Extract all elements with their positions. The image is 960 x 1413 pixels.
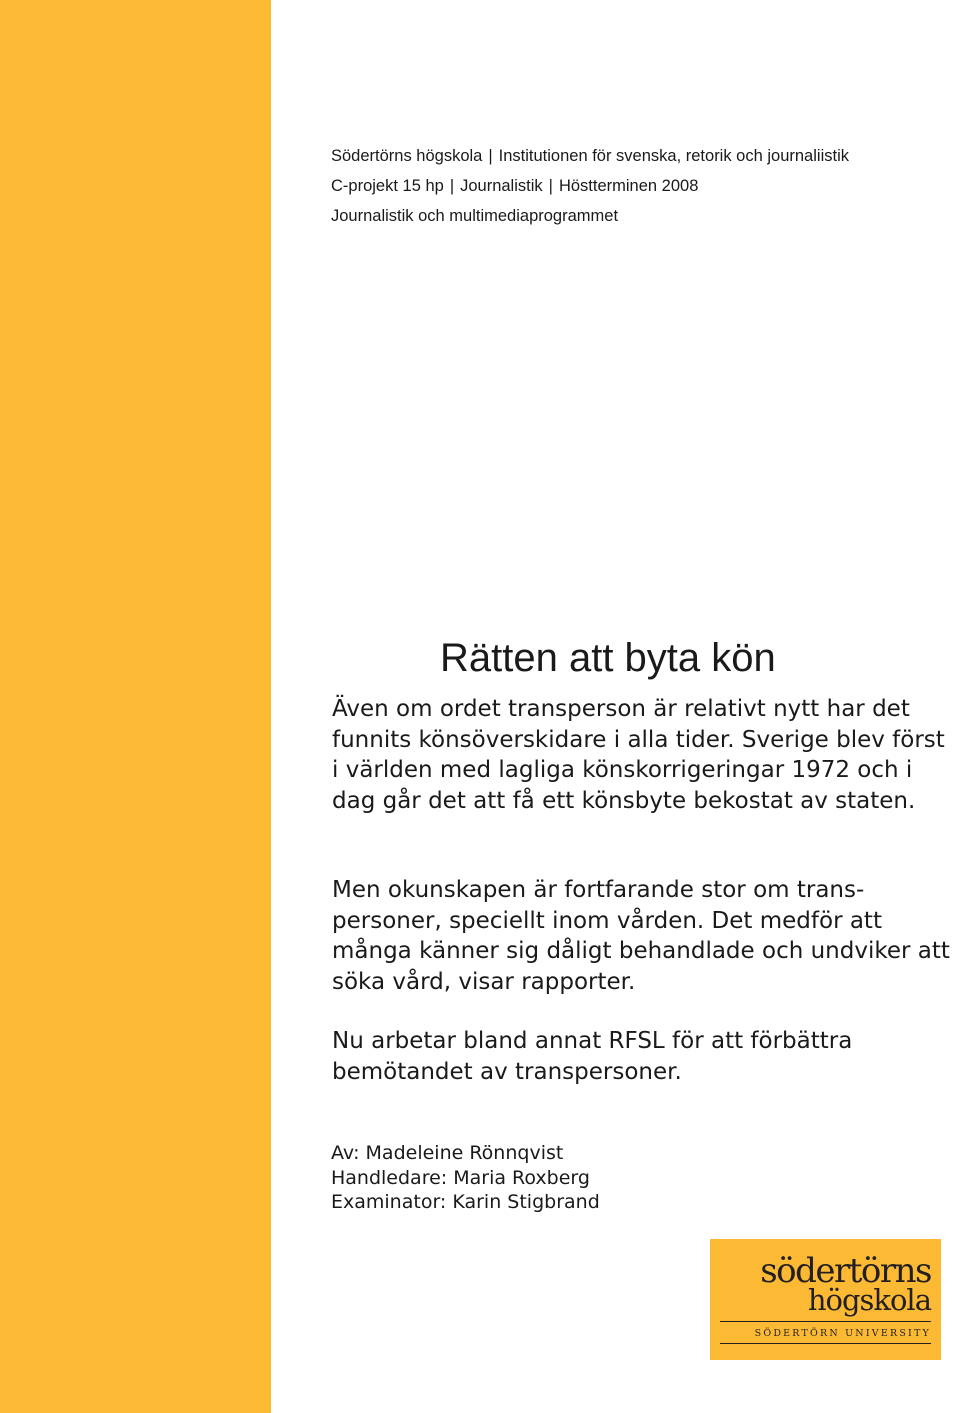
intro-paragraph-1: Även om ordet transperson är relativt nytt har det funnits könsöverskidare i alla tider. Sverige blev först i världen med lagliga könskorrigeringar 1972 och i dag går det att få ett könsbyte bekostat av staten. <box>332 696 945 814</box>
credit-author: Av: Madeleine Rönnqvist <box>331 1142 564 1164</box>
logo-rule-bottom <box>720 1343 931 1344</box>
header-line-2 <box>331 171 849 201</box>
intro-paragraph-2: Men okunskapen är fortfarande stor om trans-personer, speciellt inom vården. Det medför att många känner sig dåligt behandlade och undviker att söka vård, visar rapporter. <box>332 877 950 995</box>
logo-line-1: södertörns <box>760 1251 931 1291</box>
document-header <box>331 141 849 231</box>
header-separator: | <box>488 147 493 165</box>
document-title: Rätten att byta kön <box>440 636 776 680</box>
university-logo <box>710 1239 941 1360</box>
header-subject: Journalistik <box>460 177 543 195</box>
header-separator: | <box>449 177 455 195</box>
credit-supervisor: Handledare: Maria Roxberg <box>331 1166 590 1189</box>
credit-examiner: Examinator: Karin Stigbrand <box>331 1191 600 1213</box>
header-line-1 <box>331 141 849 171</box>
accent-stripe <box>0 0 271 1413</box>
logo-rule <box>720 1321 931 1322</box>
credits <box>331 1141 600 1215</box>
header-institution: Södertörns högskola <box>331 147 483 165</box>
header-program: Journalistik och multimediaprogrammet <box>331 207 619 225</box>
intro-paragraph-3: Nu arbetar bland annat RFSL för att förbättra bemötandet av transpersoner. <box>332 1028 853 1085</box>
logo-line-3: SÖDERTÖRN UNIVERSITY <box>754 1328 931 1339</box>
header-department: Institutionen för svenska, retorik och journaliistik <box>498 147 849 165</box>
logo-line-2: högskola <box>807 1283 931 1317</box>
header-term: Höstterminen 2008 <box>558 177 699 195</box>
header-course: C-projekt 15 hp <box>331 177 444 195</box>
header-separator: | <box>548 177 553 195</box>
